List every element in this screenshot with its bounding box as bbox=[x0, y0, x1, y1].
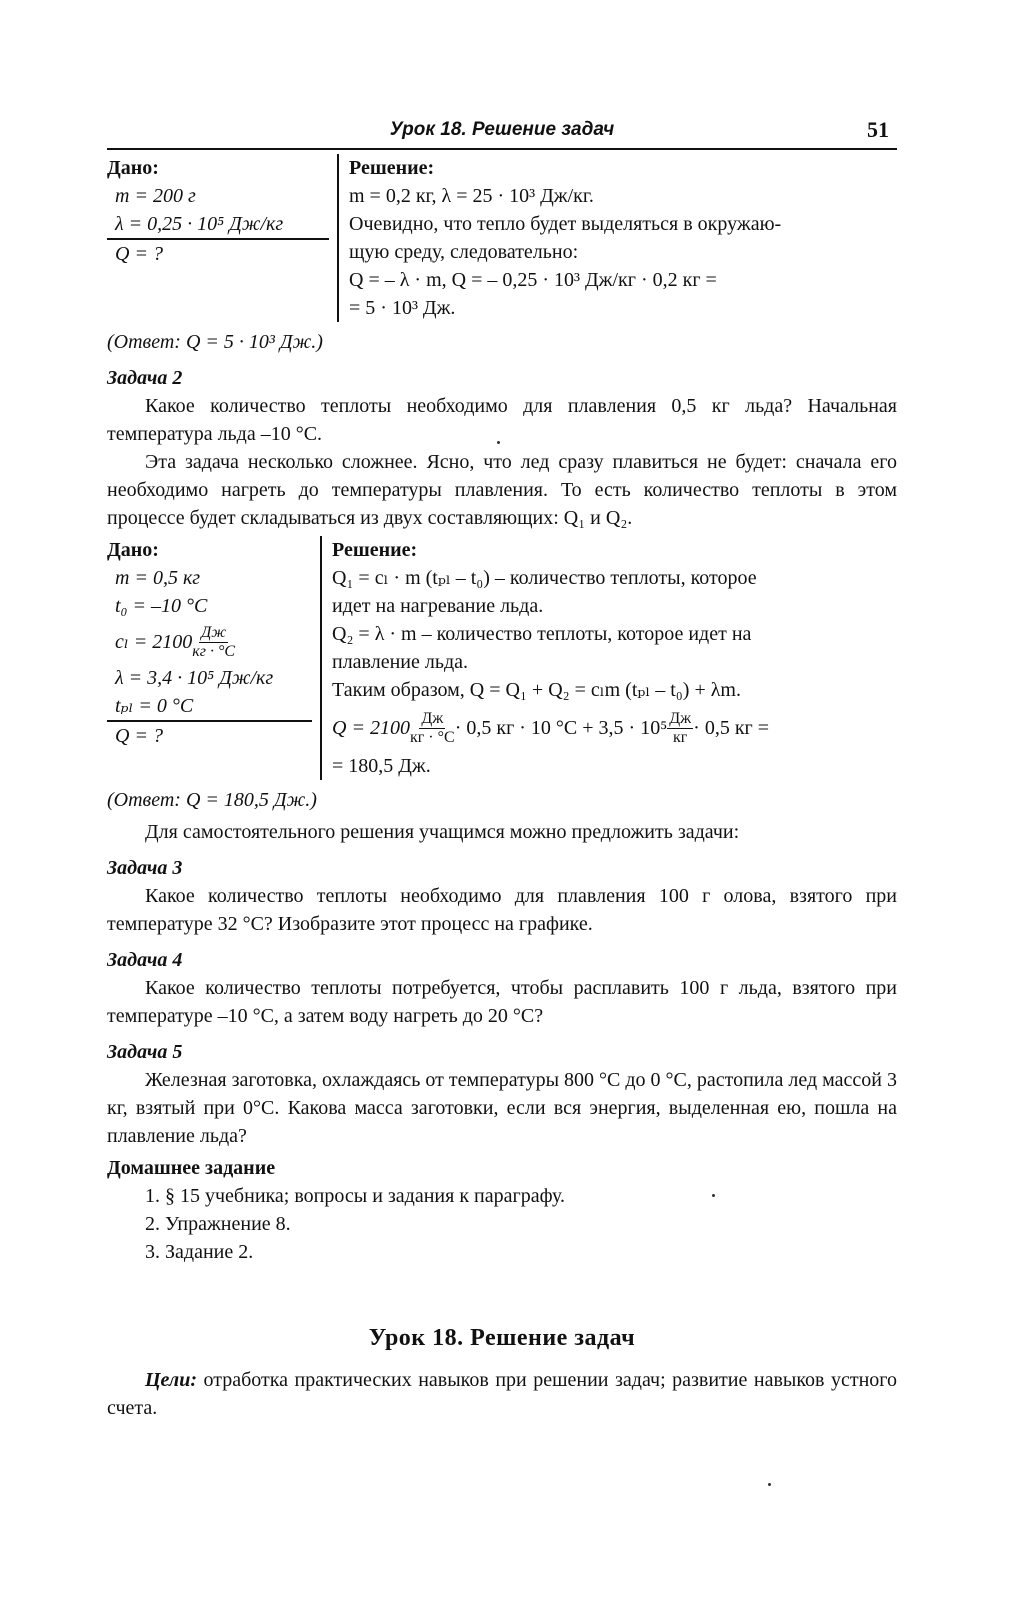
given-label: Дано: bbox=[107, 157, 159, 179]
fraction-denominator: кг bbox=[673, 728, 688, 746]
header-title: Урок 18. Решение задач bbox=[389, 119, 615, 140]
goals-text: отработка практических навыков при решении задач; развитие навыков устного счета. bbox=[107, 1369, 897, 1419]
task5-text: Железная заготовка, охлаждаясь от температуры 800 °С до 0 °С, растопила лед массой 3 кг, взятый при 0°С. Какова масса заготовки, если вся энергия, выделенная ею, пошла на плавление льда? bbox=[107, 1069, 897, 1147]
solution-label: Решение: bbox=[349, 157, 435, 179]
goals-label: Цели: bbox=[145, 1369, 197, 1391]
formula-fraction-2 bbox=[667, 710, 693, 747]
task2-label: Задача 2 bbox=[107, 367, 183, 389]
given-line: t₀ = –10 °С bbox=[115, 595, 208, 617]
task1-solution bbox=[339, 154, 897, 322]
given-line: tₚₗ = 0 °С bbox=[107, 692, 312, 722]
formula-fraction-1 bbox=[410, 710, 455, 747]
given-heat-capacity bbox=[107, 620, 312, 664]
fraction-numerator: Дж bbox=[421, 709, 444, 727]
formula-start: Q = 2100 bbox=[332, 717, 410, 739]
formula-end: · 0,5 кг = bbox=[693, 717, 770, 739]
fraction-denominator: кг · °С bbox=[409, 728, 455, 746]
task2-solution bbox=[322, 536, 897, 780]
solution-line: Очевидно, что тепло будет выделяться в окружаю- bbox=[349, 213, 782, 235]
solution-line: Таким образом, Q = Q₁ + Q₂ = cₗm (tₚₗ – t₀) + λm. bbox=[332, 679, 741, 701]
given-line: λ = 0,25 · 10⁵ Дж/кг bbox=[107, 210, 329, 240]
print-speck bbox=[768, 1483, 771, 1486]
solution-line: Q₁ = cₗ · m (tₚₗ – t₀) – количество теплоты, которое bbox=[332, 567, 757, 589]
solution-line: m = 0,2 кг, λ = 25 · 10³ Дж/кг. bbox=[349, 185, 594, 207]
task5-label: Задача 5 bbox=[107, 1041, 183, 1063]
running-header bbox=[107, 112, 897, 150]
find-line: Q = ? bbox=[115, 243, 163, 265]
homework-list bbox=[107, 1182, 897, 1266]
print-speck bbox=[497, 441, 500, 444]
task3-text: Какое количество теплоты необходимо для плавления 100 г олова, взятого при температуре 32 °С? Изобразите этот процесс на графике. bbox=[107, 885, 897, 935]
solution-line: идет на нагревание льда. bbox=[332, 595, 544, 617]
lesson-goals bbox=[107, 1366, 897, 1422]
formula-middle: · 0,5 кг · 10 °С + 3,5 · 10⁵ bbox=[454, 717, 668, 739]
solution-line: плавление льда. bbox=[332, 651, 469, 673]
task4-label: Задача 4 bbox=[107, 949, 183, 971]
task2-explanation: Эта задача несколько сложнее. Ясно, что лед сразу плавиться не будет: сначала его необходимо нагреть до температуры плавления. То есть количество теплоты в этом процессе будет складываться из двух составляющих: Q₁ и Q₂. bbox=[107, 451, 897, 529]
lesson-title: Урок 18. Решение задач bbox=[368, 1325, 636, 1351]
task2-table bbox=[107, 536, 897, 780]
given-line: λ = 3,4 · 10⁵ Дж/кг bbox=[115, 667, 274, 689]
heat-capacity-unit bbox=[192, 624, 235, 661]
fraction-numerator: Дж bbox=[201, 623, 227, 641]
homework-label: Домашнее задание bbox=[107, 1157, 276, 1179]
task2-answer: (Ответ: Q = 180,5 Дж.) bbox=[107, 789, 317, 811]
task2-question: Какое количество теплоты необходимо для плавления 0,5 кг льда? Начальная температура льда –10 °С. bbox=[107, 395, 897, 445]
task3-label: Задача 3 bbox=[107, 857, 183, 879]
fraction-numerator: Дж bbox=[669, 709, 692, 727]
task2-given bbox=[107, 536, 322, 780]
solution-line: Q₂ = λ · m – количество теплоты, которое идет на bbox=[332, 623, 752, 645]
self-study-intro: Для самостоятельного решения учащимся можно предложить задачи: bbox=[145, 821, 740, 843]
fraction-denominator: кг · °С bbox=[192, 642, 236, 660]
homework-item: 1. § 15 учебника; вопросы и задания к параграфу. bbox=[145, 1185, 566, 1207]
solution-line: = 5 · 10³ Дж. bbox=[349, 297, 456, 319]
given-line: m = 200 г bbox=[115, 185, 196, 207]
solution-line: Q = – λ · m, Q = – 0,25 · 10³ Дж/кг · 0,2 кг = bbox=[349, 269, 717, 291]
homework-item: 2. Упражнение 8. bbox=[145, 1213, 291, 1235]
task1-answer: (Ответ: Q = 5 · 10³ Дж.) bbox=[107, 331, 323, 353]
page-number: 51 bbox=[867, 117, 889, 142]
task1-given bbox=[107, 154, 339, 322]
heat-capacity-prefix: cₗ = 2100 bbox=[115, 631, 193, 653]
given-line: m = 0,5 кг bbox=[115, 567, 201, 589]
solution-label: Решение: bbox=[332, 539, 418, 561]
solution-line: щую среду, следовательно: bbox=[349, 241, 579, 263]
given-label: Дано: bbox=[107, 539, 159, 561]
solution-result: = 180,5 Дж. bbox=[332, 755, 431, 777]
solution-formula bbox=[332, 704, 897, 752]
task1-table bbox=[107, 154, 897, 322]
find-line: Q = ? bbox=[115, 725, 163, 747]
print-speck bbox=[712, 1194, 715, 1197]
document-page bbox=[107, 112, 897, 1422]
homework-item: 3. Задание 2. bbox=[145, 1241, 254, 1263]
task4-text: Какое количество теплоты потребуется, чтобы расплавить 100 г льда, взятого при температуре –10 °С, а затем воду нагреть до 20 °С? bbox=[107, 977, 897, 1027]
